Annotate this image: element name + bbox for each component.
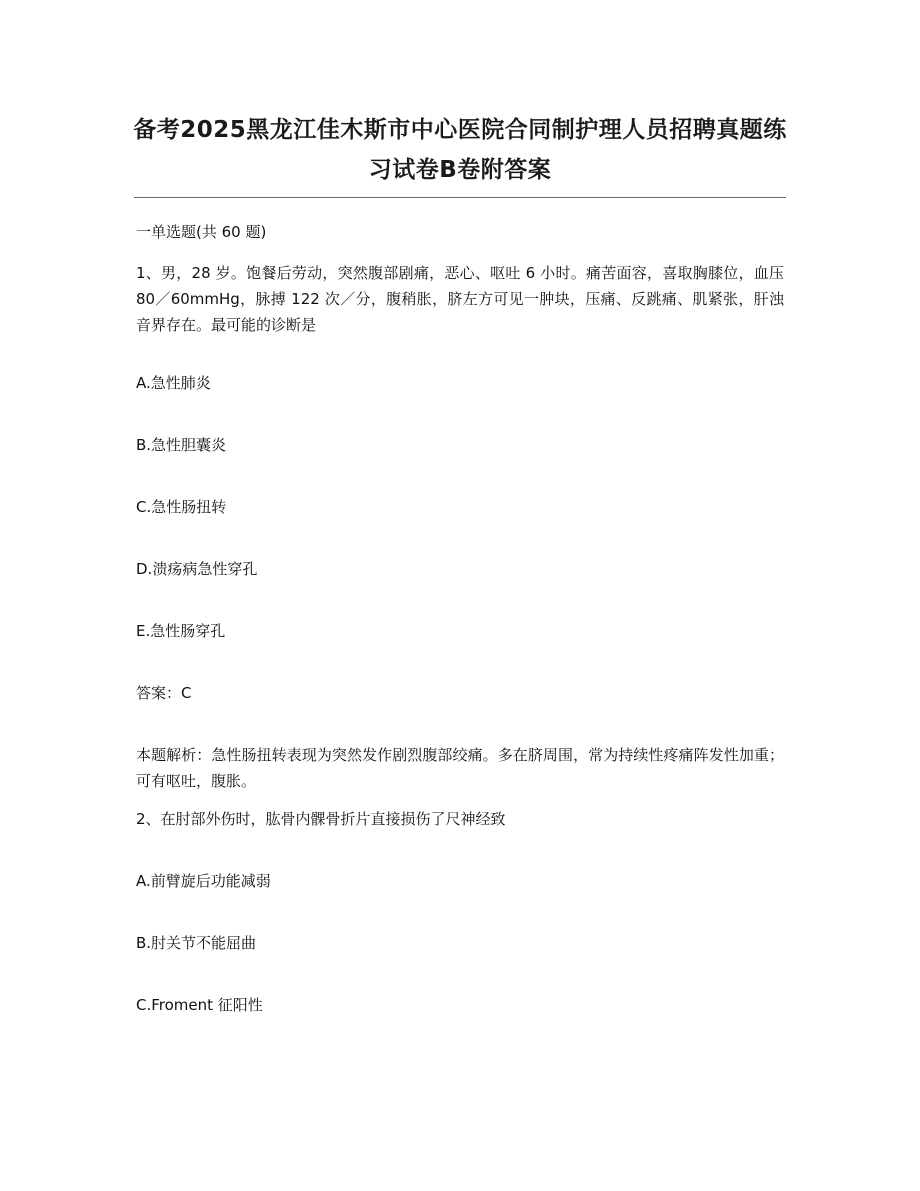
question-1-answer: 答案：C xyxy=(136,684,192,702)
section-heading: 一单选题(共 60 题) xyxy=(136,223,267,241)
question-1-option-a[interactable]: A.急性肺炎 xyxy=(136,374,211,392)
title-divider xyxy=(134,197,786,198)
question-1-option-b[interactable]: B.急性胆囊炎 xyxy=(136,436,227,454)
document-title: 备考2025黑龙江佳木斯市中心医院合同制护理人员招聘真题练习试卷B卷附答案 xyxy=(133,117,787,183)
question-2-option-c[interactable]: C.Froment 征阳性 xyxy=(136,996,263,1014)
question-1-stem: 1、男，28 岁。饱餐后劳动，突然腹部剧痛，恶心、呕吐 6 小时。痛苦面容，喜取胸膝位，血压 80／60mmHg，脉搏 122 次／分，腹稍胀，脐左方可见一肿块，压痛、反跳痛、肌紧张，肝浊音界存在。最可能的诊断是 xyxy=(136,264,784,334)
question-2-option-b[interactable]: B.肘关节不能屈曲 xyxy=(136,934,257,952)
question-1-option-e[interactable]: E.急性肠穿孔 xyxy=(136,622,226,640)
question-1-option-c[interactable]: C.急性肠扭转 xyxy=(136,498,227,516)
question-2-option-a[interactable]: A.前臂旋后功能减弱 xyxy=(136,872,271,890)
question-1-option-d[interactable]: D.溃疡病急性穿孔 xyxy=(136,560,258,578)
question-2-stem: 2、在肘部外伤时，肱骨内髁骨折片直接损伤了尺神经致 xyxy=(136,810,506,828)
question-1-analysis: 本题解析：急性肠扭转表现为突然发作剧烈腹部绞痛。多在脐周围，常为持续性疼痛阵发性加重；可有呕吐，腹胀。 xyxy=(136,746,784,790)
